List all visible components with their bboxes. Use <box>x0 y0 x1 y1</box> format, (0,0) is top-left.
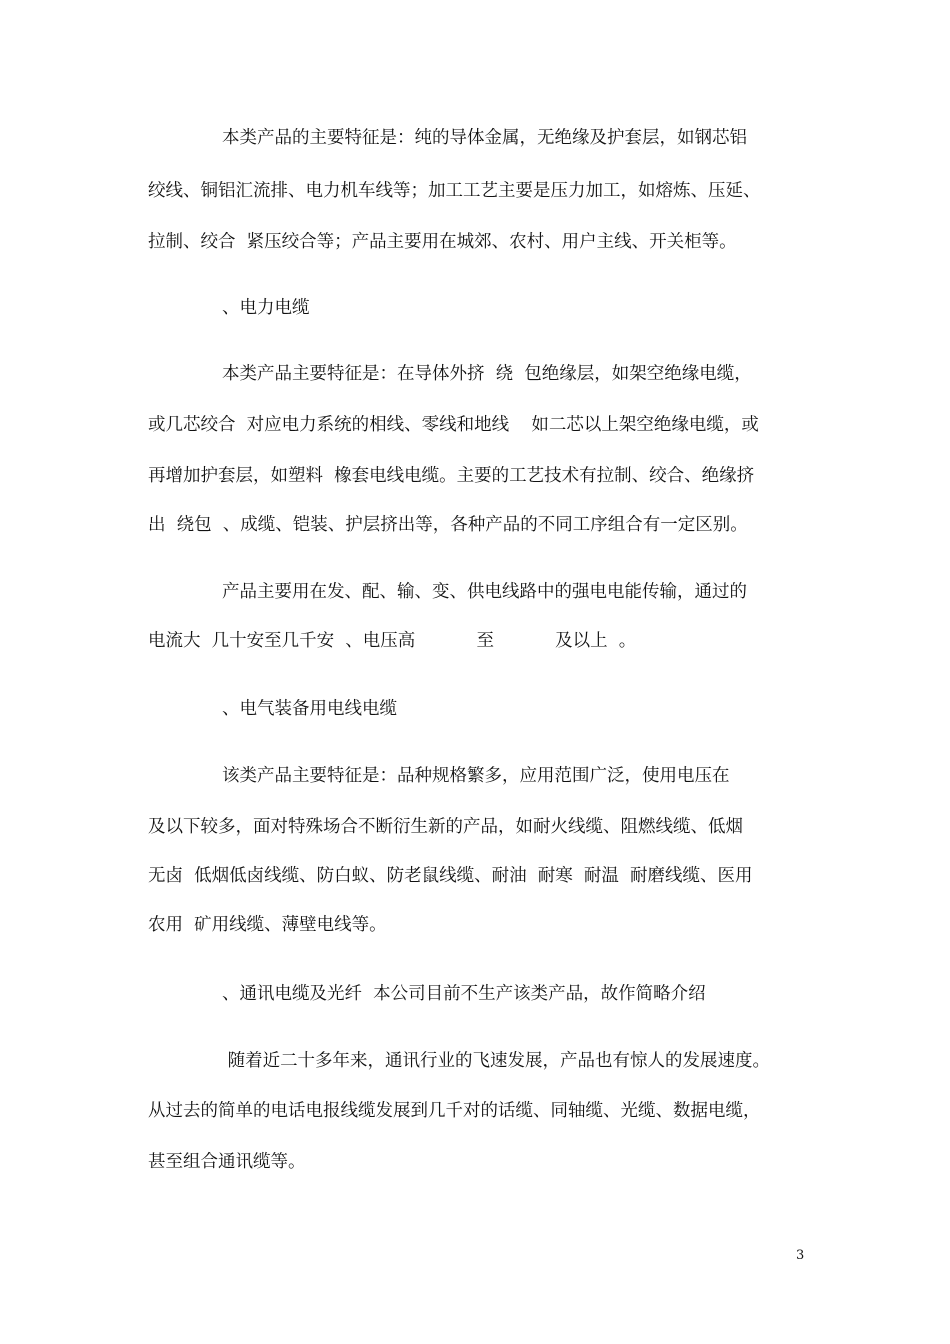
paragraph-4-line-2: 及以下较多，面对特殊场合不断衍生新的产品，如耐火线缆、阻燃线缆、低烟 <box>148 817 743 837</box>
paragraph-2-line-3: 再增加护套层，如塑料 橡套电线电缆。主要的工艺技术有拉制、绞合、绝缘挤 <box>148 466 755 486</box>
paragraph-4-line-3: 无卤 低烟低卤线缆、防白蚁、防老鼠线缆、耐油 耐寒 耐温 耐磨线缆、医用 <box>148 866 753 886</box>
paragraph-2-line-2: 或几芯绞合 对应电力系统的相线、零线和地线 如二芯以上架空绝缘电缆，或 <box>148 415 759 435</box>
paragraph-1-line-1: 本类产品的主要特征是：纯的导体金属，无绝缘及护套层，如钢芯铝 <box>222 128 747 148</box>
paragraph-3-line-2: 电流大 几十安至几千安 、电压高 至 及以上 。 <box>148 631 637 651</box>
page-number: 3 <box>796 1248 805 1263</box>
paragraph-4-line-1: 该类产品主要特征是：品种规格繁多，应用范围广泛，使用电压在 <box>222 766 730 786</box>
paragraph-2-line-1: 本类产品主要特征是：在导体外挤 绕 包绝缘层，如架空绝缘电缆， <box>222 364 752 384</box>
section-heading-power-cable: 、电力电缆 <box>222 298 310 318</box>
paragraph-5-line-3: 甚至组合通讯缆等。 <box>148 1152 306 1172</box>
paragraph-2-line-4: 出 绕包 、成缆、铠装、护层挤出等，各种产品的不同工序组合有一定区别。 <box>148 515 748 535</box>
paragraph-1-line-3: 拉制、绞合 紧压绞合等；产品主要用在城郊、农村、用户主线、开关柜等。 <box>148 232 737 252</box>
paragraph-1-line-2: 绞线、铜铝汇流排、电力机车线等；加工工艺主要是压力加工，如熔炼、压延、 <box>148 181 761 201</box>
section-heading-electrical-equipment-cable: 、电气装备用电线电缆 <box>222 699 397 719</box>
paragraph-5-line-2: 从过去的简单的电话电报线缆发展到几千对的话缆、同轴缆、光缆、数据电缆， <box>148 1101 761 1121</box>
paragraph-5-line-1: 随着近二十多年来，通讯行业的飞速发展，产品也有惊人的发展速度。 <box>222 1051 771 1071</box>
section-heading-communication-cable: 、通讯电缆及光纤 本公司目前不生产该类产品，故作简略介绍 <box>222 984 706 1004</box>
paragraph-3-line-1: 产品主要用在发、配、输、变、供电线路中的强电电能传输，通过的 <box>222 582 747 602</box>
paragraph-4-line-4: 农用 矿用线缆、薄壁电线等。 <box>148 915 387 935</box>
